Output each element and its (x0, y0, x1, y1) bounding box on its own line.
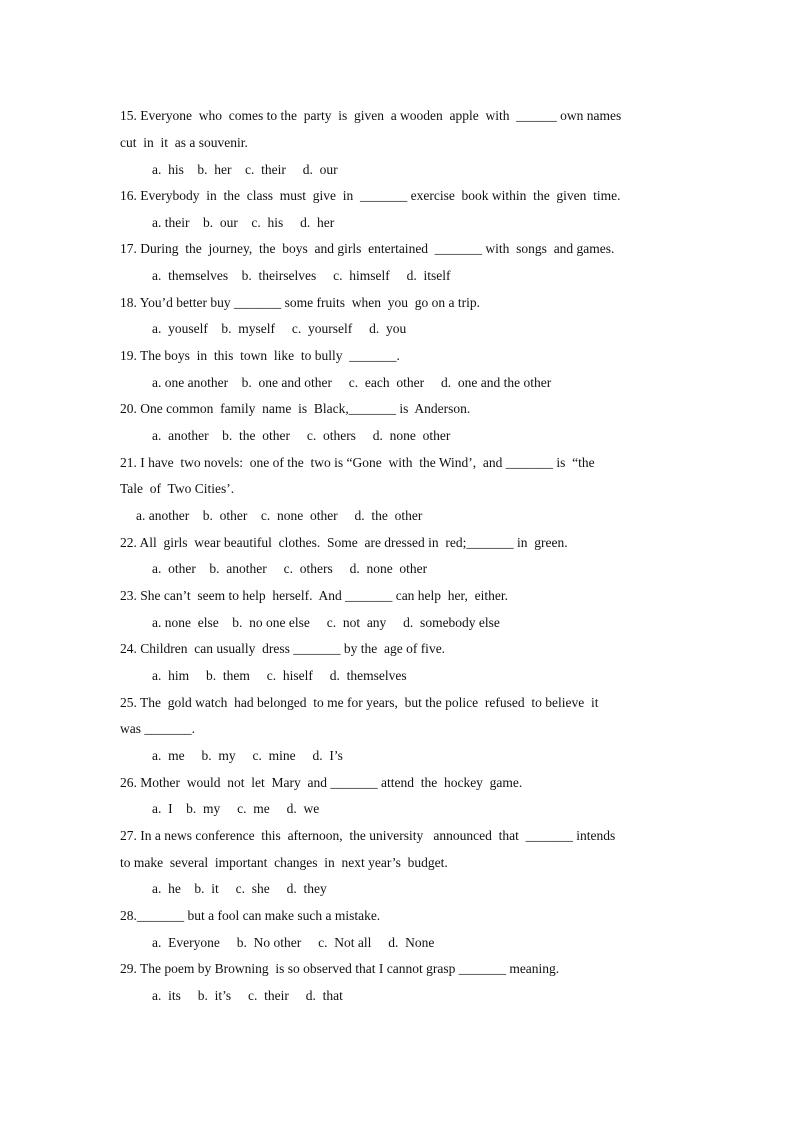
q22-options: a. other b. another c. others d. none other (152, 561, 428, 576)
q15-options: a. his b. her c. their d. our (152, 162, 338, 177)
q26-options: a. I b. my c. me d. we (152, 801, 320, 816)
q25-stem-line-1: 25. The gold watch had belonged to me for years, but the police refused to believe it (120, 695, 599, 710)
q24-options: a. him b. them c. hiself d. themselves (152, 668, 407, 683)
q24-stem: 24. Children can usually dress _______ by the age of five. (120, 641, 446, 656)
q16-options: a. their b. our c. his d. her (152, 215, 335, 230)
q21-stem-line-2: Tale of Two Cities’. (120, 481, 235, 496)
q27-options: a. he b. it c. she d. they (152, 881, 327, 896)
q16-stem: 16. Everybody in the class must give in _______ exercise book within the given time. (120, 188, 621, 203)
q29-stem: 29. The poem by Browning is so observed that I cannot grasp _______ meaning. (120, 961, 560, 976)
q18-options: a. youself b. myself c. yourself d. you (152, 321, 407, 336)
q27-stem-line-1: 27. In a news conference this afternoon, the university announced that _______ intends (120, 828, 616, 843)
q25-stem-line-2: was _______. (120, 721, 195, 736)
q25-options: a. me b. my c. mine d. I’s (152, 748, 343, 763)
q23-stem: 23. She can’t seem to help herself. And _______ can help her, either. (120, 588, 508, 603)
q21-options: a. another b. other c. none other d. the other (136, 508, 423, 523)
q20-options: a. another b. the other c. others d. none other (152, 428, 451, 443)
q26-stem: 26. Mother would not let Mary and _______ attend the hockey game. (120, 775, 523, 790)
q15-stem-line-1: 15. Everyone who comes to the party is given a wooden apple with ______ own names (120, 108, 622, 123)
q29-options: a. its b. it’s c. their d. that (152, 988, 343, 1003)
q20-stem: 20. One common family name is Black,_______ is Anderson. (120, 401, 471, 416)
q22-stem: 22. All girls wear beautiful clothes. Some are dressed in red;_______ in green. (120, 535, 568, 550)
q19-stem: 19. The boys in this town like to bully _______. (120, 348, 400, 363)
q19-options: a. one another b. one and other c. each other d. one and the other (152, 375, 552, 390)
q28-options: a. Everyone b. No other c. Not all d. None (152, 935, 435, 950)
q23-options: a. none else b. no one else c. not any d. somebody else (152, 615, 500, 630)
q15-stem-line-2: cut in it as a souvenir. (120, 135, 248, 150)
q17-options: a. themselves b. theirselves c. himself d. itself (152, 268, 451, 283)
q27-stem-line-2: to make several important changes in next year’s budget. (120, 855, 448, 870)
q21-stem-line-1: 21. I have two novels: one of the two is “Gone with the Wind’, and _______ is “the (120, 455, 595, 470)
q17-stem: 17. During the journey, the boys and girls entertained _______ with songs and games. (120, 241, 615, 256)
q18-stem: 18. You’d better buy _______ some fruits when you go on a trip. (120, 295, 480, 310)
q28-stem: 28._______ but a fool can make such a mistake. (120, 908, 381, 923)
